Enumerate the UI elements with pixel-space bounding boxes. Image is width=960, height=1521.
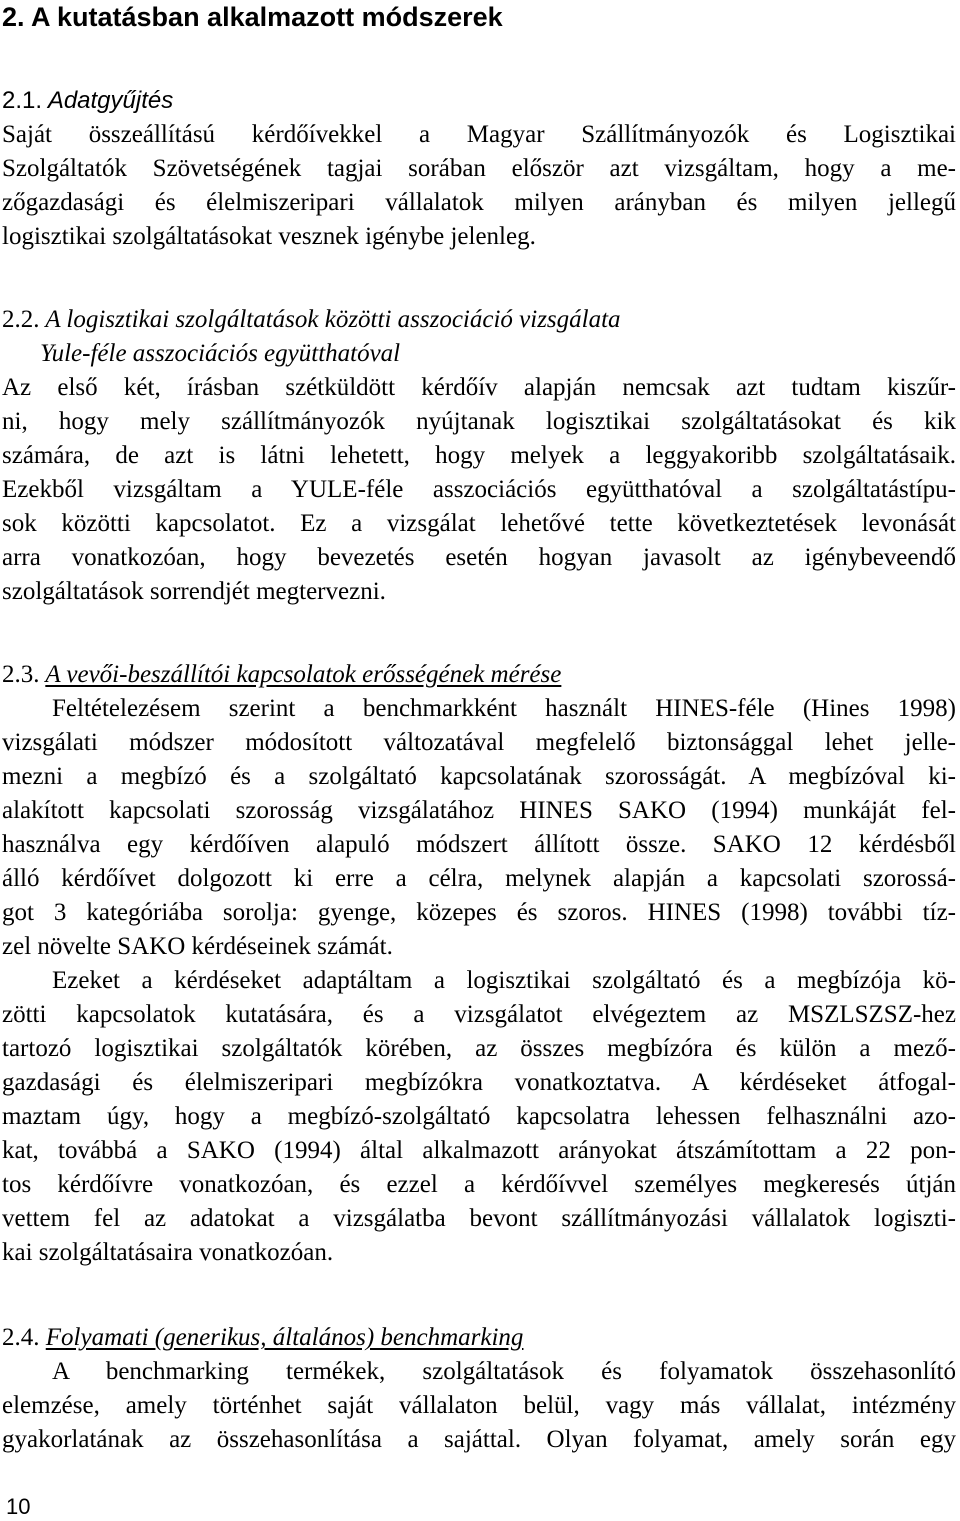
section-2-4-paragraph [2,1355,956,1457]
text-line: vettem fel az adatokat a vizsgálatba bevont szállítmányozási vállalatok logiszti- [2,1205,956,1232]
text-line: sok közötti kapcsolatot. Ez a vizsgálat lehetővé tette következtetések levonását [2,510,956,537]
text-line: Ezekből vizsgáltam a YULE-féle asszociációs együtthatóval a szolgáltatástípu- [2,476,956,503]
text-line: vizsgálati módszer módosított változatával megfelelő biztonsággal lehet jelle- [2,729,956,756]
text-line: Az első két, írásban szétküldött kérdőív alapján nemcsak azt tudtam kiszűr- [2,374,956,401]
text-line: kat, továbbá a SAKO (1994) által alkalmazott arányokat átszámítottam a 22 pon- [2,1137,956,1164]
text-line: számára, de azt is látni lehetett, hogy melyek a leggyakoribb szolgáltatásaik. [2,442,956,469]
text-line: tartozó logisztikai szolgáltatók körében, az összes megbízóra és külön a mező- [2,1035,956,1062]
section-2-1-number: 2.1. [2,87,43,114]
section-2-1-paragraph [2,118,956,254]
section-2-1-heading [2,84,173,118]
text-line: használva egy kérdőíven alapuló módszert állított össze. SAKO 12 kérdésből [2,831,956,858]
text-line: logisztikai szolgáltatásokat vesznek igénybe jelenleg. [2,223,536,250]
section-2-3-paragraph-2 [2,964,956,1270]
text-line: zötti kapcsolatok kutatására, és a vizsgálatot elvégeztem az MSZLSZSZ-hez [2,1001,956,1028]
section-2-2-subtitle: Yule-féle asszociációs együtthatóval [40,340,401,367]
section-2-1-title: Adatgyűjtés [47,87,174,114]
page-number: 10 [6,1494,31,1519]
section-2-4-title: Folyamati (generikus, általános) benchmarking [45,1324,524,1351]
text-line: arra vonatkozóan, hogy bevezetés esetén hogyan javasolt az igénybeveendő [2,544,956,571]
text-line: A benchmarking termékek, szolgáltatások és folyamatok összehasonlító [52,1358,956,1385]
section-2-3-title: A vevői-beszállítói kapcsolatok erősségének mérése [45,661,562,688]
section-2-2-paragraph [2,371,956,609]
text-line: Szolgáltatók Szövetségének tagjai sorában először azt vizsgáltam, hogy a me- [2,155,956,182]
text-line: zőgazdasági és élelmiszeripari vállalatok milyen arányban és milyen jellegű [2,189,956,216]
text-line: szolgáltatások sorrendjét megtervezni. [2,578,386,605]
text-line: tos kérdőívre vonatkozóan, és ezzel a kérdőívvel személyes megkeresés útján [2,1171,956,1198]
chapter-title: 2. A kutatásban alkalmazott módszerek [2,2,503,32]
section-2-3-heading [2,658,561,692]
section-2-3-number: 2.3. [2,661,40,688]
section-2-4-heading [2,1321,523,1355]
text-line: Feltételezésem szerint a benchmarkként használt HINES-féle (Hines 1998) [52,695,956,722]
text-line: kai szolgáltatásaira vonatkozóan. [2,1239,334,1266]
section-2-2-title: A logisztikai szolgáltatások közötti asszociáció vizsgálata [45,306,621,333]
text-line: Ezeket a kérdéseket adaptáltam a logisztikai szolgáltató és a megbízója kö- [52,967,956,994]
section-2-2-number: 2.2. [2,306,40,333]
text-line: álló kérdőívet dolgozott ki erre a célra, melynek alapján a kapcsolati szorossá- [2,865,956,892]
section-2-4-number: 2.4. [2,1324,40,1351]
text-line: alakított kapcsolati szorosság vizsgálatához HINES SAKO (1994) munkáját fel- [2,797,956,824]
text-line: gazdasági és élelmiszeripari megbízókra vonatkoztatva. A kérdéseket átfogal- [2,1069,956,1096]
text-line: ni, hogy mely szállítmányozók nyújtanak logisztikai szolgáltatásokat és kik [2,408,956,435]
text-line: got 3 kategóriába sorolja: gyenge, közepes és szoros. HINES (1998) további tíz- [2,899,956,926]
text-line: elemzése, amely történhet saját vállalaton belül, vagy más vállalat, intézmény [2,1392,956,1419]
text-line: zel növelte SAKO kérdéseinek számát. [2,933,393,960]
text-line: maztam úgy, hogy a megbízó-szolgáltató kapcsolatra lehessen felhasználni azo- [2,1103,956,1130]
text-line: gyakorlatának az összehasonlítása a sajáttal. Olyan folyamat, amely során egy [2,1426,956,1453]
text-line: mezni a megbízó és a szolgáltató kapcsolatának szorosságát. A megbízóval ki- [2,763,956,790]
section-2-3-paragraph-1 [2,692,956,964]
section-2-2-heading [2,303,621,337]
text-line: Saját összeállítású kérdőívekkel a Magyar Szállítmányozók és Logisztikai [2,121,956,148]
